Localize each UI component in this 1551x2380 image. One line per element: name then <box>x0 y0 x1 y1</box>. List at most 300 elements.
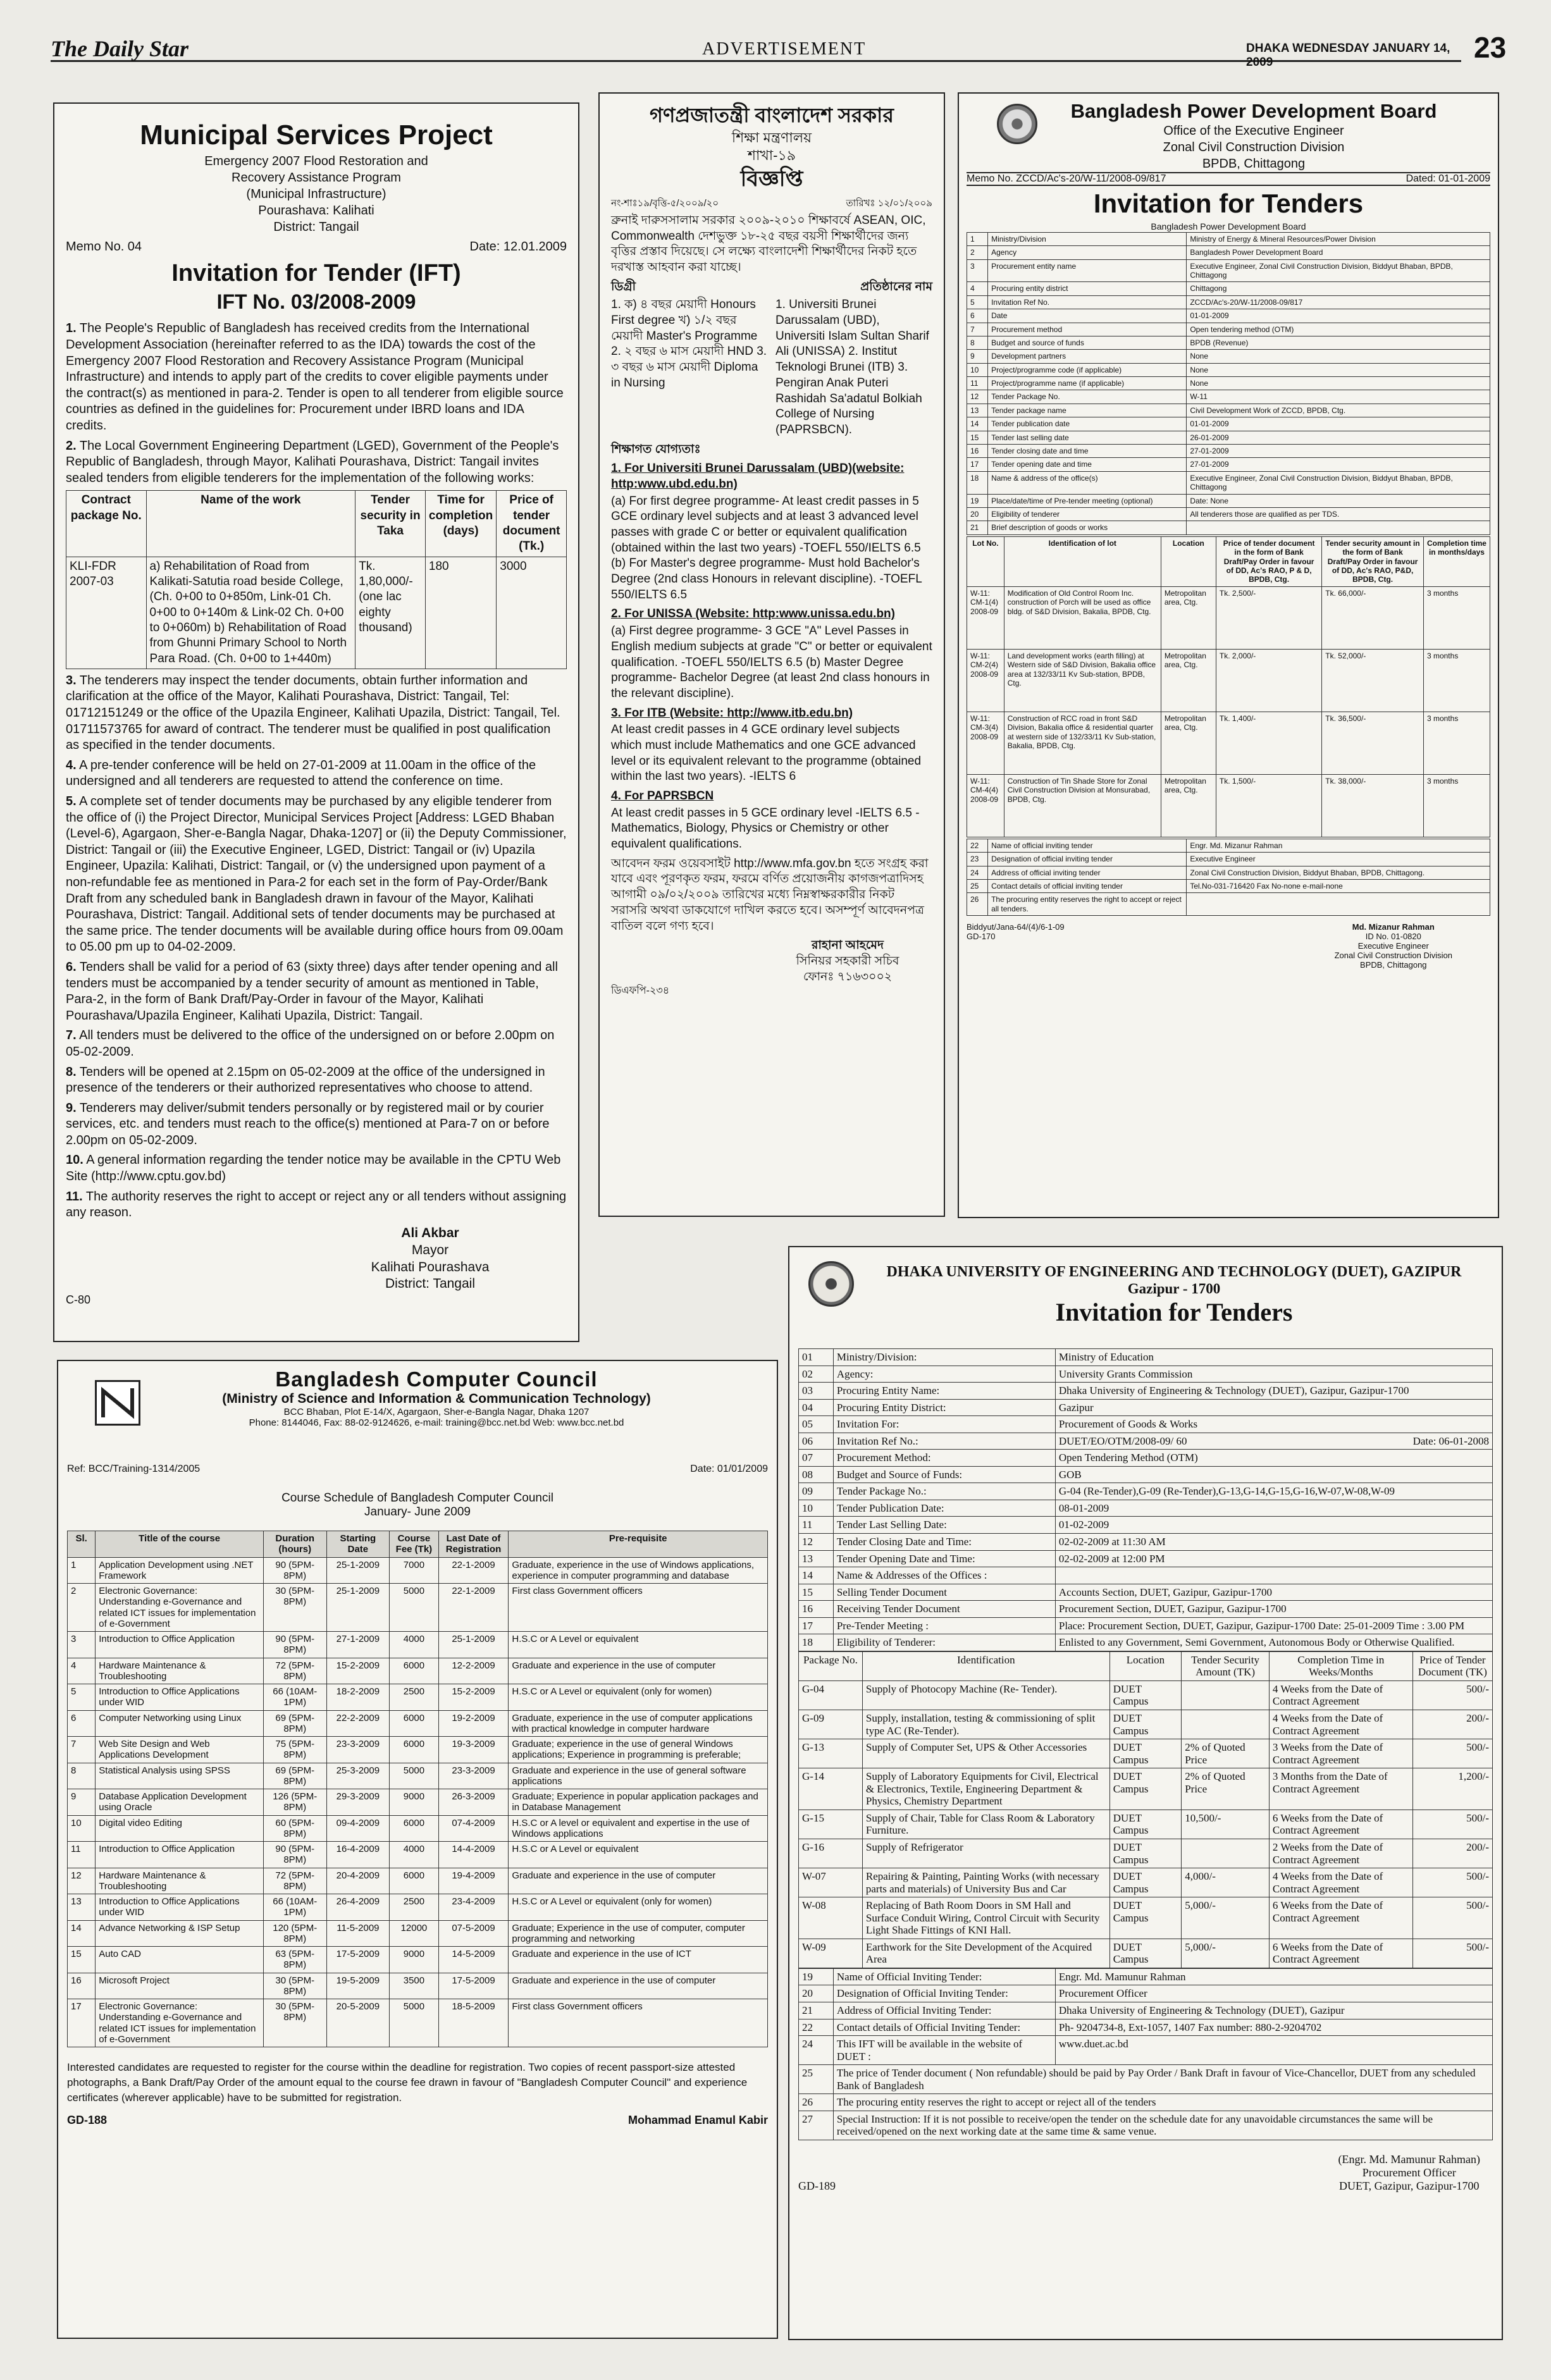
row-label: Agency: <box>833 1366 1055 1383</box>
lot-cell: W-11: CM-4(4) 2008-09 <box>967 774 1004 837</box>
course-header: Pre-requisite <box>509 1531 768 1558</box>
pkg-cell: Supply of Refrigerator <box>862 1839 1109 1868</box>
row-num: 10 <box>799 1500 834 1517</box>
course-header: Duration (hours) <box>263 1531 326 1558</box>
row-label: Receiving Tender Document <box>833 1601 1055 1618</box>
course-cell: Advance Networking & ISP Setup <box>96 1920 264 1947</box>
code-line: GD-170 <box>967 932 996 942</box>
pkg-cell: 2% of Quoted Price <box>1182 1739 1270 1768</box>
course-cell: 23-3-2009 <box>438 1763 509 1789</box>
course-cell: 09-4-2009 <box>326 1815 390 1842</box>
row-value: 01-01-2009 <box>1187 309 1490 323</box>
msp-signature <box>294 1225 567 1293</box>
edu-q-head: 2. For UNISSA (Website: http:www.unissa.edu.bn) <box>611 607 895 621</box>
row-label: Procurement Method: <box>833 1450 1055 1467</box>
table-row <box>967 521 1490 534</box>
table-row <box>799 1617 1493 1634</box>
course-cell: Digital video Editing <box>96 1815 264 1842</box>
sign-line: Ali Akbar <box>401 1225 459 1240</box>
row-label: Designation of official inviting tender <box>988 853 1187 866</box>
course-cell: Graduate and experience in the use of computer <box>509 1868 768 1894</box>
course-row <box>68 1868 768 1894</box>
table-row <box>967 390 1490 404</box>
course-cell: 30 (5PM-8PM) <box>263 1999 326 2047</box>
bcc-code: GD-188 <box>67 2114 108 2127</box>
row-label: Selling Tender Document <box>833 1584 1055 1601</box>
page-number: 23 <box>1474 31 1507 64</box>
lot-cell: Land development works (earth filling) at Western side of S&D Division, Bakalia office area at 132/33/11 Kv Sub-station, BPDB, Ctg. <box>1004 649 1161 712</box>
table-row <box>799 1985 1493 2002</box>
row-label: Tender Package No.: <box>833 1483 1055 1500</box>
pkg-cell: Repairing & Painting, Painting Works (with necessary parts and materials) of University Bus and Car <box>862 1868 1109 1897</box>
td: KLI-FDR 2007-03 <box>66 557 147 669</box>
course-cell: 72 (5PM-8PM) <box>263 1658 326 1684</box>
row-label: Pre-Tender Meeting : <box>833 1617 1055 1634</box>
sign-line: District: Tangail <box>385 1276 475 1292</box>
bpdb-title: Bangladesh Power Development Board <box>1070 100 1437 122</box>
pkg-cell: Earthwork for the Site Development of the Acquired Area <box>862 1939 1109 1968</box>
edu-refdate: তারিখঃ ১২/০১/২০০৯ <box>846 197 932 209</box>
row-label: Name & Addresses of the Offices : <box>833 1567 1055 1584</box>
row-num: 15 <box>799 1584 834 1601</box>
row-num: 3 <box>967 259 988 282</box>
row-value <box>1055 1433 1492 1450</box>
pkg-cell: 2% of Quoted Price <box>1182 1768 1270 1810</box>
course-cell: 25-1-2009 <box>438 1632 509 1658</box>
edu-degrees: 1. ক) ৪ বছর মেয়াদী Honours First degree খ) ১/২ বছর মেয়াদী Master's Programme 2. ২ বছর ৬ মাস মেয়াদী HND 3. ৩ বছর ৬ মাস মেয়াদী Diploma in Nursing <box>611 298 767 390</box>
msp-para: 10. A general information regarding the tender notice may be available in the CPTU Web Site (http://www.cptu.gov.bd) <box>66 1153 561 1184</box>
sign-line: সিনিয়র সহকারী সচিব <box>796 954 899 968</box>
edu-quals: শিক্ষাগত যোগ্যতাঃ <box>611 442 701 456</box>
table-row <box>799 2065 1493 2094</box>
bpdb-memo: Memo No. ZCCD/Ac's-20/W-11/2008-09/817 <box>967 173 1166 184</box>
pkg-header: Price of Tender Document (TK) <box>1412 1651 1492 1680</box>
lot-cell: Tk. 1,400/- <box>1216 712 1321 774</box>
msp-para-text: A complete set of tender documents may be purchased by any eligible tenderer from the office of (i) the Project Director, Municipal Services Project [Address: LGED Bhaban (Level-6), Agargaon, Sher-e-Bangla Nagar, Dhaka-1207] or (ii) the Deputy Commissioner, District: Tangail or (iii) the Executive Engineer, LGED, District: Tangail or (iv) Upazila Engineer, Upazila: Kalihati, District: Tangail, or (v) the undersigned upon payment of a non-refundable fee as mentioned in Para-2 for each set in the form of Pay-Order/Bank Draft from any scheduled bank in Bangladesh drawn in favour of the Mayor, Kalihati Pourashava, District: Tangail. Additional sets of tender documents may be purchased at the same price. The tender documents will be available during office hours from 09.00am to 05.00 pm up to 04-02-2009. <box>66 794 567 954</box>
row-value: Ministry of Energy & Mineral Resources/Power Division <box>1187 232 1490 245</box>
edu-ministry: শিক্ষা মন্ত্রণালয় <box>731 129 812 145</box>
lot-cell: Tk. 2,500/- <box>1216 586 1321 649</box>
code-line: Biddyut/Jana-64/(4)/6-1-09 <box>967 922 1065 932</box>
row-num: 26 <box>799 2094 834 2111</box>
lot-cell: 3 months <box>1423 649 1490 712</box>
lot-cell: Tk. 52,000/- <box>1322 649 1424 712</box>
course-cell: Application Development using .NET Framework <box>96 1557 264 1584</box>
duet-foot-table <box>798 1968 1493 2140</box>
pkg-row <box>799 1680 1493 1710</box>
msp-para: 8. Tenders will be opened at 2.15pm on 05-02-2009 at the office of the undersigned in presence of the tenderers or their authorized representatives who choose to attend. <box>66 1064 545 1095</box>
edu-q-body: (a) First degree programme- 3 GCE "A" Level Passes in English medium subjects at grade "C" or better or equivalent qualification. -TOEFL 550/IELTS 6.5 (b) Master Degree programme- Bachelor Degree (at least 2nd class honours in the relevant discipline). <box>611 624 932 700</box>
course-cell: 20-4-2009 <box>326 1868 390 1894</box>
course-row <box>68 1894 768 1921</box>
table-row <box>967 259 1490 282</box>
row-label: Tender Publication Date: <box>833 1500 1055 1517</box>
course-cell: 23-4-2009 <box>438 1894 509 1921</box>
row-value: Dhaka University of Engineering & Technology (DUET), Gazipur <box>1055 2002 1492 2019</box>
course-row <box>68 1973 768 1999</box>
bpdb-foot-table <box>967 839 1490 916</box>
row-value: Place: Procurement Section, DUET, Gazipur, Gazipur-1700 Date: 25-01-2009 Time : 3.00 PM <box>1055 1617 1492 1634</box>
course-cell: First class Government officers <box>509 1584 768 1632</box>
paper-name: The Daily Star <box>51 36 189 61</box>
msp-para: 11. The authority reserves the right to accept or reject any or all tenders without assigning any reason. <box>66 1189 567 1220</box>
row-label: Eligibility of Tenderer: <box>833 1634 1055 1651</box>
table-row <box>967 232 1490 245</box>
row-value: Executive Engineer <box>1187 853 1490 866</box>
lot-cell: Metropolitan area, Ctg. <box>1161 774 1216 837</box>
course-row <box>68 1763 768 1789</box>
table-row <box>967 458 1490 471</box>
bpdb-logo-icon <box>997 104 1037 144</box>
pkg-cell: 6 Weeks from the Date of Contract Agreement <box>1269 1810 1412 1839</box>
bcc-logo-icon <box>95 1380 140 1426</box>
row-value: 26-01-2009 <box>1187 431 1490 444</box>
course-cell: 17 <box>68 1999 96 2047</box>
row-value: 02-02-2009 at 12:00 PM <box>1055 1550 1492 1567</box>
course-cell: 6000 <box>390 1658 438 1684</box>
edu-q-head: 1. For Universiti Brunei Darussalam (UBD)(website: http:www.ubd.edu.bn) <box>611 462 905 491</box>
msp-para-text: The Local Government Engineering Department (LGED), Government of the People's Republic of Bangladesh, through Mayor, Kalihati Pourashava, District: Tangail invites sealed tenders from eligible tenderers for the implementation of the following works: <box>66 438 559 485</box>
course-cell: First class Government officers <box>509 1999 768 2047</box>
bpdb-sub-line: BPDB, Chittagong <box>1202 157 1306 171</box>
course-cell: 2 <box>68 1584 96 1632</box>
row-num: 9 <box>967 350 988 363</box>
row-value: None <box>1187 363 1490 376</box>
course-cell: Graduate; experience in the use of general Windows applications; Experience in programming is preferable; <box>509 1737 768 1763</box>
lot-header: Tender security amount in the form of Bank Draft/Pay Order in favour of DD, Ac's RAO, P&D, BPDB, Ctg. <box>1322 536 1424 586</box>
row-value: Enlisted to any Government, Semi Government, Autonomous Body or Otherwise Qualified. <box>1055 1634 1492 1651</box>
row-label: Tender Last Selling Date: <box>833 1517 1055 1534</box>
row-label: Name of official inviting tender <box>988 839 1187 852</box>
bcc-ad <box>57 1360 778 2339</box>
row-label: Budget and source of funds <box>988 336 1187 349</box>
msp-sub-line: District: Tangail <box>273 220 359 235</box>
course-cell: Graduate and experience in the use of general software applications <box>509 1763 768 1789</box>
course-cell: 69 (5PM-8PM) <box>263 1710 326 1737</box>
course-row <box>68 1842 768 1868</box>
msp-date: Date: 12.01.2009 <box>469 240 567 254</box>
row-label: Procuring entity district <box>988 282 1187 295</box>
msp-para: 7. All tenders must be delivered to the office of the undersigned on or before 2.00pm on 05-02-2009. <box>66 1028 555 1059</box>
th: Time for completion (days) <box>425 491 496 557</box>
row-num: 12 <box>799 1534 834 1551</box>
row-label: Date <box>988 309 1187 323</box>
course-cell: Electronic Governance: Understanding e-Governance and related ICT issues for implementation of e-Government <box>96 1999 264 2047</box>
row-value: Gazipur <box>1055 1399 1492 1416</box>
row-value: Tel.No-031-716420 Fax No-none e-mail-none <box>1187 879 1490 892</box>
msp-para: 3. The tenderers may inspect the tender documents, obtain further information and clarification at the office of the Mayor, Kalihati Pourashava, District: Tangail, Tel: 01712151249 or the office of the Upazila Engineer, Kalihati Upazila, District: Tangail, Tel. 01711573765 for award of contract. The tenderer must be qualified in post qualification as specified in the tender documents. <box>66 673 560 753</box>
course-cell: H.S.C or A level or equivalent and expertise in the use of Windows applications <box>509 1815 768 1842</box>
td: a) Rehabilitation of Road from Kalikati-Satutia road beside College, (Ch. 0+00 to 0+850m, Link-01 Ch. 0+00 to 0+140m & Link-02 Ch. 0+00 to 0+060m) b) Rehabilitation of Road from Ghunni Primary School to North Para Road. (Ch. 0+00 to 1+440m) <box>146 557 355 669</box>
row-num: 24 <box>799 2036 834 2065</box>
row-num: 19 <box>799 1968 834 1985</box>
bcc-ref: Ref: BCC/Training-1314/2005 <box>67 1464 201 1474</box>
row-num: 6 <box>967 309 988 323</box>
table-row <box>799 1349 1493 1366</box>
course-cell: 26-4-2009 <box>326 1894 390 1921</box>
row-value: W-11 <box>1187 390 1490 404</box>
course-cell: 9000 <box>390 1947 438 1973</box>
bcc-logo-svg <box>97 1382 139 1424</box>
course-cell: 4 <box>68 1658 96 1684</box>
th: Price of tender document (Tk.) <box>497 491 567 557</box>
row-label: Development partners <box>988 350 1187 363</box>
course-cell: Hardware Maintenance & Troubleshooting <box>96 1658 264 1684</box>
table-row <box>967 336 1490 349</box>
row-value: ZCCD/Ac's-20/W-11/2008-09/817 <box>1187 295 1490 309</box>
sign-line: Zonal Civil Construction Division <box>1334 951 1452 961</box>
sign-line: Mayor <box>411 1242 449 1257</box>
table-row <box>799 2002 1493 2019</box>
msp-sub-line: Pourashava: Kalihati <box>258 204 374 218</box>
table-row <box>799 1383 1493 1400</box>
course-row <box>68 1789 768 1816</box>
pkg-header: Completion Time in Weeks/Months <box>1269 1651 1412 1680</box>
bcc-title: Bangladesh Computer Council <box>275 1367 598 1391</box>
edu-title: গণপ্রজাতন্ত্রী বাংলাদেশ সরকার <box>650 104 894 126</box>
course-cell: 5000 <box>390 1763 438 1789</box>
pkg-cell: DUET Campus <box>1109 1839 1181 1868</box>
table-row <box>967 295 1490 309</box>
bpdb-table <box>967 232 1490 535</box>
table-row <box>799 1584 1493 1601</box>
row-num: 23 <box>967 853 988 866</box>
course-cell: 19-4-2009 <box>438 1868 509 1894</box>
course-cell: 16-4-2009 <box>326 1842 390 1868</box>
row-value: Executive Engineer, Zonal Civil Construction Division, Biddyut Bhaban, BPDB, Chittagong <box>1187 471 1490 494</box>
td: Tk. 1,80,000/- (one lac eighty thousand) <box>355 557 426 669</box>
duet-pkg-table <box>798 1651 1493 1968</box>
course-cell: 22-2-2009 <box>326 1710 390 1737</box>
table-row <box>967 853 1490 866</box>
row-label: Contact details of Official Inviting Tender: <box>833 2019 1055 2036</box>
row-value <box>1187 521 1490 534</box>
pkg-cell: 1,200/- <box>1412 1768 1492 1810</box>
lot-header: Price of tender document in the form of Bank Draft/Pay Order in favour of DD, Ac's RAO, P & D, BPDB, Ctg. <box>1216 536 1321 586</box>
msp-para: 6. Tenders shall be valid for a period of 63 (sixty three) days after tender opening and all tenders must be accompanied by a tender security of amount as mentioned in Table, Para-2, in the form of Bank Draft/Pay-Order in favour of the Mayor, Kalihati Pourashava/Upazila Engineer, Kalihati Upazila, District: Tangail. <box>66 959 558 1023</box>
lot-row <box>967 586 1490 649</box>
pkg-cell: 6 Weeks from the Date of Contract Agreement <box>1269 1939 1412 1968</box>
row-label: Agency <box>988 246 1187 259</box>
row-label: The price of Tender document ( Non refundable) should be paid by Pay Order / Bank Draft in favour of Vice-Chancellor, DUET from any scheduled Bank of Bangladesh <box>833 2065 1492 2094</box>
row-label: Contact details of official inviting tender <box>988 879 1187 892</box>
row-num: 21 <box>799 2002 834 2019</box>
course-cell: 120 (5PM-8PM) <box>263 1920 326 1947</box>
lot-cell: Construction of Tin Shade Store for Zonal Civil Construction Division at Monsurabad, BPDB, Ctg. <box>1004 774 1161 837</box>
pkg-cell: G-16 <box>799 1839 863 1868</box>
pkg-cell: 200/- <box>1412 1710 1492 1739</box>
bcc-table <box>67 1531 768 2047</box>
table-row <box>967 350 1490 363</box>
row-label: Budget and Source of Funds: <box>833 1466 1055 1483</box>
bpdb-date: Dated: 01-01-2009 <box>1406 173 1490 184</box>
msp-para-text: All tenders must be delivered to the office of the undersigned on or before 2.00pm on 05-02-2009. <box>66 1028 555 1059</box>
pkg-row <box>799 1739 1493 1768</box>
row-num: 19 <box>967 494 988 507</box>
bcc-sign: Mohammad Enamul Kabir <box>627 2114 768 2127</box>
bcc-sub: (Ministry of Science and Information & Communication Technology) <box>222 1391 651 1406</box>
edu-apply: আবেদন ফরম ওয়েবসাইট http://www.mfa.gov.bn হতে সংগ্রহ করা যাবে এবং পূরণকৃত ফরম, ফরমে বর্ণিত প্রয়োজনীয় কাগজপত্রাদিসহ আগামী ০৯/০২/২০০৯ তারিখের মধ্যে নিম্নস্বাক্ষরকারীর নিকট সরাসরি অথবা ডাকযোগে দাখিল করতে হবে। অসম্পূর্ণ আবেদনপত্র বাতিল বলে গণ্য হবে। <box>611 856 929 933</box>
course-cell: 17-5-2009 <box>326 1947 390 1973</box>
row-num: 02 <box>799 1366 834 1383</box>
row-num: 01 <box>799 1349 834 1366</box>
course-cell: 30 (5PM-8PM) <box>263 1584 326 1632</box>
course-header: Starting Date <box>326 1531 390 1558</box>
row-num: 05 <box>799 1416 834 1433</box>
sign-line: BPDB, Chittagong <box>1360 960 1427 970</box>
pkg-row <box>799 1897 1493 1939</box>
bcc-addr: BCC Bhaban, Plot E-14/X, Agargaon, Sher-e-Bangla Nagar, Dhaka 1207 <box>283 1407 590 1417</box>
msp-para: 9. Tenderers may deliver/submit tenders personally or by registered mail or by courier services, etc. and tenders must reach to the office(s) mentioned at Para-7 on or before 2.00pm on 05-02-2009. <box>66 1101 550 1147</box>
row-label: This IFT will be available in the website of DUET : <box>833 2036 1055 2065</box>
course-cell: Microsoft Project <box>96 1973 264 1999</box>
row-label: Invitation For: <box>833 1416 1055 1433</box>
course-cell: 4000 <box>390 1632 438 1658</box>
row-value: Procurement Officer <box>1055 1985 1492 2002</box>
course-cell: 12000 <box>390 1920 438 1947</box>
bpdb-ad <box>958 92 1499 1218</box>
row-value: Date: None <box>1187 494 1490 507</box>
course-cell: 22-1-2009 <box>438 1584 509 1632</box>
course-cell: 07-4-2009 <box>438 1815 509 1842</box>
row-value: www.duet.ac.bd <box>1055 2036 1492 2065</box>
row-num: 24 <box>967 866 988 879</box>
course-cell: 11 <box>68 1842 96 1868</box>
course-cell: 14-5-2009 <box>438 1947 509 1973</box>
course-cell: Graduate and experience in the use of computer <box>509 1658 768 1684</box>
lot-cell: Tk. 38,000/- <box>1322 774 1424 837</box>
pkg-cell: DUET Campus <box>1109 1680 1181 1710</box>
edu-q-head: 4. For PAPRSBCN <box>611 789 714 803</box>
row-num: 11 <box>799 1517 834 1534</box>
msp-title: Municipal Services Project <box>140 120 493 151</box>
table-row <box>799 2094 1493 2111</box>
msp-para-text: The tenderers may inspect the tender documents, obtain further information and clarification at the office of the Mayor, Kalihati Pourashava, District: Tangail, Tel: 01712151249 or the office of the Upazila Engineer, Kalihati Upazila, District: Tangail, Tel. 01711573765 for award of contract. The tenderer must be qualified in post qualification as specified in the tender documents. <box>66 673 560 753</box>
pkg-cell: G-14 <box>799 1768 863 1810</box>
msp-para-text: Tenders shall be valid for a period of 63 (sixty three) days after tender opening and all tenders must be accompanied by a tender security of amount as mentioned in Table, Para-2, in the form of Bank Draft/Pay-Order in favour of the Mayor, Kalihati Pourashava/Upazila Engineer, Kalihati Upazila, District: Tangail. <box>66 959 558 1023</box>
dateline: DHAKA WEDNESDAY JANUARY 14, 2009 <box>1246 42 1450 69</box>
pkg-cell: W-09 <box>799 1939 863 1968</box>
row-value <box>1187 893 1490 916</box>
row-value: 27-01-2009 <box>1187 458 1490 471</box>
course-cell: 20-5-2009 <box>326 1999 390 2047</box>
row-label: Place/date/time of Pre-tender meeting (optional) <box>988 494 1187 507</box>
row-label: Invitation Ref No. <box>988 295 1187 309</box>
row-value: Open Tendering Method (OTM) <box>1055 1450 1492 1467</box>
course-cell: 63 (5PM-8PM) <box>263 1947 326 1973</box>
pkg-cell <box>1182 1680 1270 1710</box>
row-num: 25 <box>967 879 988 892</box>
course-header: Last Date of Registration <box>438 1531 509 1558</box>
duet-ref: DUET/EO/OTM/2008-09/ 60 <box>1058 1434 1187 1447</box>
table-row <box>799 1466 1493 1483</box>
course-cell: Introduction to Office Applications under WID <box>96 1894 264 1921</box>
table-row <box>967 431 1490 444</box>
course-row <box>68 1658 768 1684</box>
course-cell: 25-1-2009 <box>326 1557 390 1584</box>
course-cell: 19-2-2009 <box>438 1710 509 1737</box>
row-value: Procurement Section, DUET, Gazipur, Gazipur-1700 <box>1055 1601 1492 1618</box>
bpdb-tag: Bangladesh Power Development Board <box>1151 221 1306 231</box>
edu-code: ডিএফপি-২৩৪ <box>611 985 670 997</box>
pkg-cell: Replacing of Bath Room Doors in SM Hall and Surface Conduit Wiring, Control Circuit with Security Light Shade Fittings of KNI Hall. <box>862 1897 1109 1939</box>
course-row <box>68 1632 768 1658</box>
pkg-cell: 500/- <box>1412 1680 1492 1710</box>
course-cell: Web Site Design and Web Applications Development <box>96 1737 264 1763</box>
msp-sub <box>66 153 567 235</box>
row-label: Tender package name <box>988 404 1187 417</box>
course-cell: Graduate; Experience in the use of computer, computer programming and networking <box>509 1920 768 1947</box>
msp-para-text: The People's Republic of Bangladesh has received credits from the International Development Association (hereinafter referred to as the IDA) towards the cost of the Emergency 2007 Flood Restoration and Recovery Assistance Program (Municipal Infrastructure) and intends to apply part of the credits to cover eligible payments under the contract(s) as mentioned in para-2. Tender is open to all tenderer from eligible source countries as defined in the guidelines for: Procurement under IBRD loans and IDA credits. <box>66 321 564 433</box>
pkg-cell: 500/- <box>1412 1739 1492 1768</box>
pkg-cell: G-09 <box>799 1710 863 1739</box>
course-cell: 23-3-2009 <box>326 1737 390 1763</box>
pkg-cell: Supply of Computer Set, UPS & Other Accessories <box>862 1739 1109 1768</box>
course-cell: 6000 <box>390 1737 438 1763</box>
lot-cell: 3 months <box>1423 774 1490 837</box>
pkg-cell: 4 Weeks from the Date of Contract Agreement <box>1269 1868 1412 1897</box>
pkg-cell: 500/- <box>1412 1897 1492 1939</box>
pkg-cell: W-07 <box>799 1868 863 1897</box>
pkg-row <box>799 1868 1493 1897</box>
msp-sub-line: (Municipal Infrastructure) <box>246 187 386 202</box>
lot-cell: Tk. 2,000/- <box>1216 649 1321 712</box>
pkg-cell: 500/- <box>1412 1810 1492 1839</box>
row-label: Ministry/Division: <box>833 1349 1055 1366</box>
row-label: Name of Official Inviting Tender: <box>833 1968 1055 1985</box>
row-label: Tender Package No. <box>988 390 1187 404</box>
msp-para: 2. The Local Government Engineering Department (LGED), Government of the People's Republic of Bangladesh, through Mayor, Kalihati Pourashava, District: Tangail invites sealed tenders from eligible tenderers for the implementation of the following works: <box>66 438 559 485</box>
pkg-cell: 4,000/- <box>1182 1868 1270 1897</box>
row-num: 1 <box>967 232 988 245</box>
row-label: Tender opening date and time <box>988 458 1187 471</box>
course-cell: 12-2-2009 <box>438 1658 509 1684</box>
row-num: 25 <box>799 2065 834 2094</box>
msp-memo: Memo No. 04 <box>66 240 142 254</box>
course-cell: 25-3-2009 <box>326 1763 390 1789</box>
row-num: 13 <box>967 404 988 417</box>
pkg-row <box>799 1939 1493 1968</box>
row-value <box>1055 1567 1492 1584</box>
pkg-cell: W-08 <box>799 1897 863 1939</box>
course-cell: 19-5-2009 <box>326 1973 390 1999</box>
row-value: None <box>1187 350 1490 363</box>
msp-para-text: A pre-tender conference will be held on 27-01-2009 at 11.00am in the office of the undersigned and all tenderers are requested to attend the conference on time. <box>66 758 536 789</box>
course-cell: Introduction to Office Application <box>96 1842 264 1868</box>
course-cell: 07-5-2009 <box>438 1920 509 1947</box>
row-num: 12 <box>967 390 988 404</box>
masthead <box>51 30 1507 69</box>
course-cell: 13 <box>68 1894 96 1921</box>
bcc-period: January- June 2009 <box>364 1505 471 1519</box>
row-num: 5 <box>967 295 988 309</box>
pkg-row <box>799 1839 1493 1868</box>
sign-line: DUET, Gazipur, Gazipur-1700 <box>1339 2179 1480 2192</box>
edu-signature <box>763 938 932 985</box>
pkg-cell <box>1182 1839 1270 1868</box>
pkg-cell: 200/- <box>1412 1839 1492 1868</box>
row-num: 20 <box>967 508 988 521</box>
lot-cell: Metropolitan area, Ctg. <box>1161 586 1216 649</box>
course-cell: 5000 <box>390 1999 438 2047</box>
duet-logo-icon <box>808 1261 854 1307</box>
edu-q-body: (a) For first degree programme- At least credit passes in 5 GCE ordinary level subjects and at least 3 advanced level passes with grade C or better or equivalent qualification (obtained within the last two years) -TOEFL 550/IELTS 6.5 (b) For Master's degree programme- Must hold Bachelor's Degree (2nd class Honours in relevant discipline). -TOEFL 550/IELTS 6.5 <box>611 494 922 601</box>
row-label: Address of official inviting tender <box>988 866 1187 879</box>
table-row <box>799 1601 1493 1618</box>
pkg-header: Identification <box>862 1651 1109 1680</box>
row-value: Accounts Section, DUET, Gazipur, Gazipur-1700 <box>1055 1584 1492 1601</box>
course-cell: Computer Networking using Linux <box>96 1710 264 1737</box>
